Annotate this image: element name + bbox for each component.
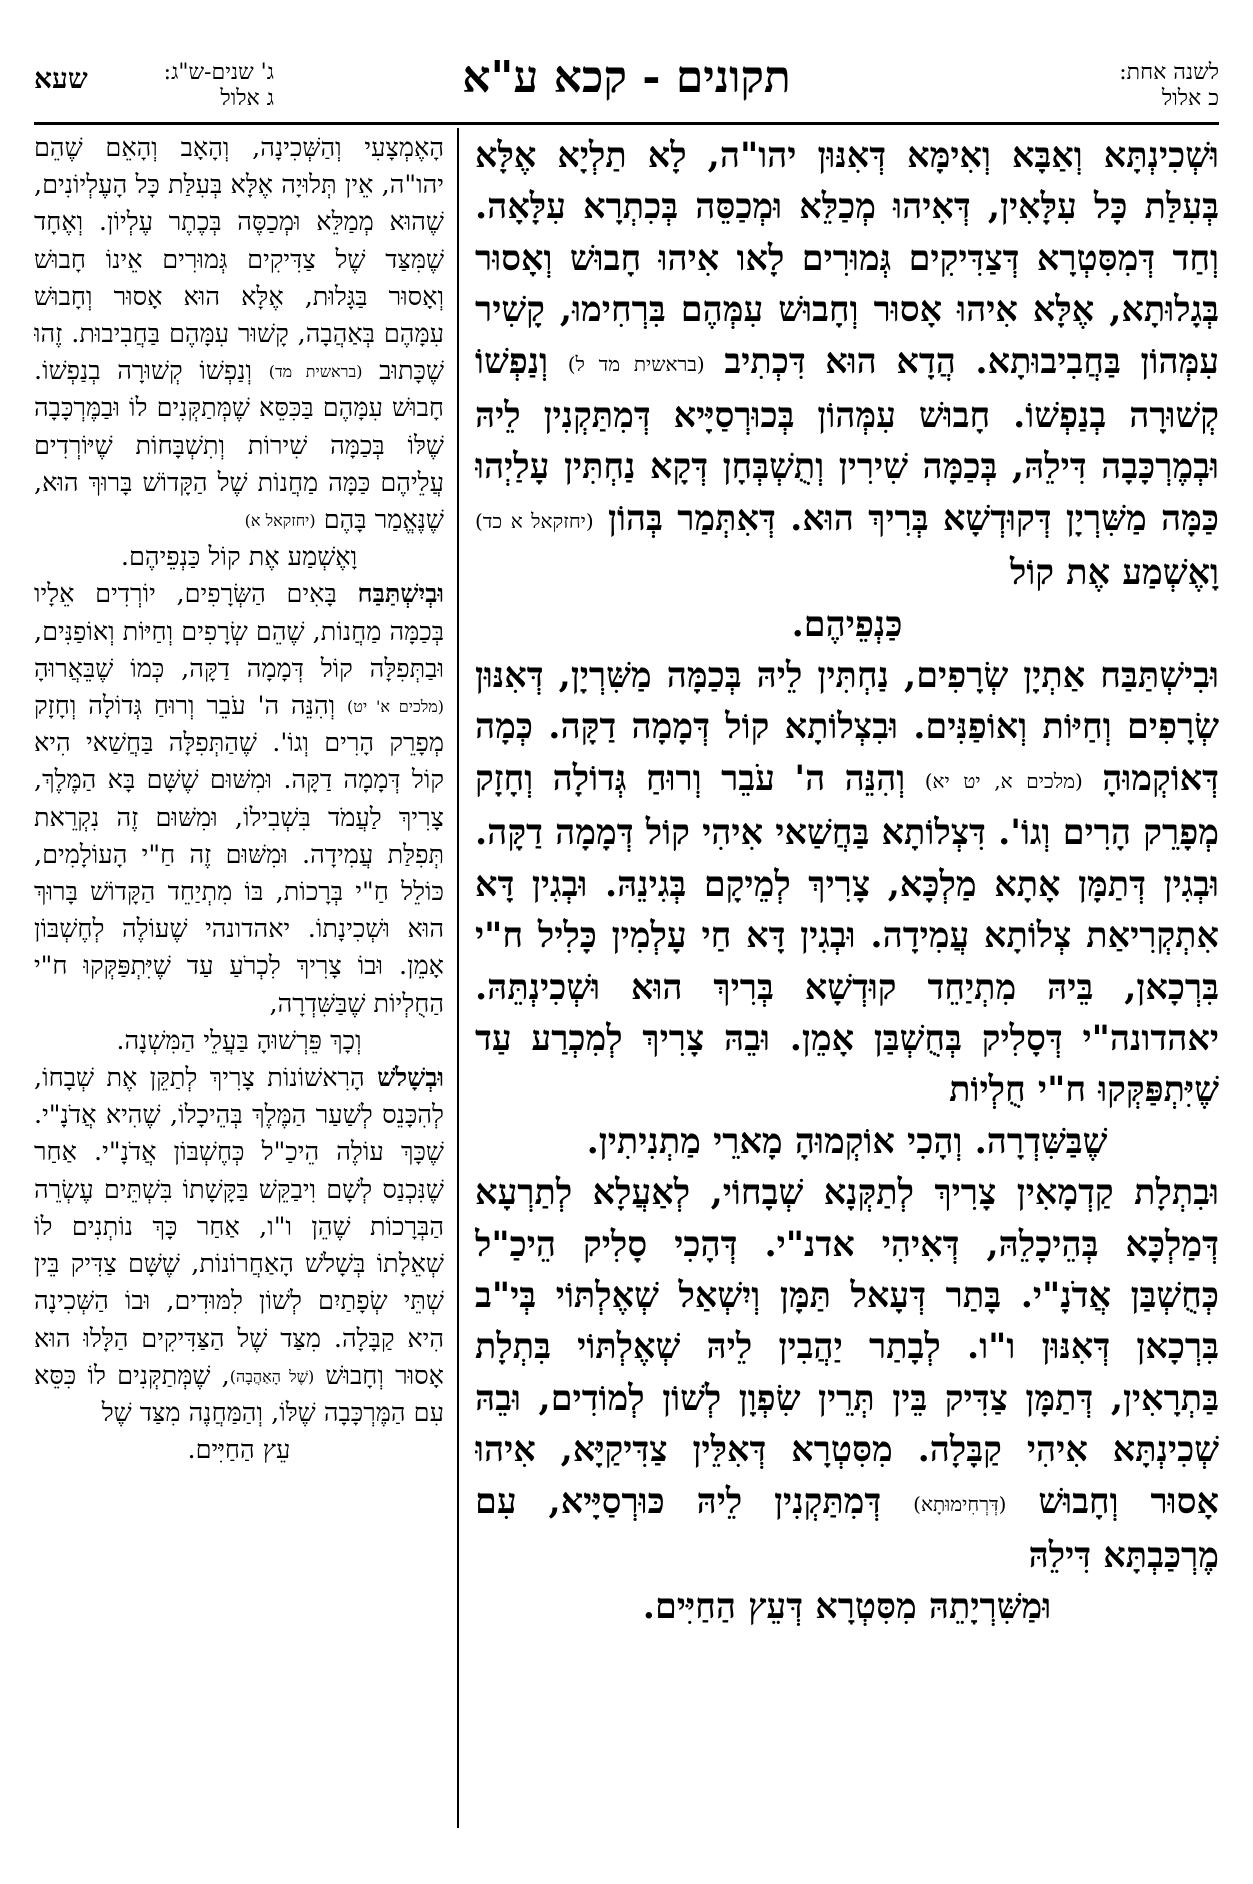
commentary-text: וְנַפְשׁוֹ קְשׁוּרָה בְנַפְשׁוֹ. חָבוּשׁ עִמָּהֶם בַּכִּסֵּא שֶׁמְּתַקְּנִים לוֹ וּבַמֶּרְכָּבָה שֶׁלּוֹ בְּכַמָּה שִׁירוֹת וְתִשְׁבָּחוֹת שֶׁיּוֹרְדִים עֲלֵיהֶם כַּמָּה מַחֲנוֹת שֶׁל הַקָּדוֹשׁ בָּרוּךְ הוּא, שֶׁנֶּאֱמַר בָּהֶם — [34, 356, 444, 536]
column-divider — [457, 128, 459, 1828]
main-text: וְהִנֵּה ה' עֹבֵר וְרוּחַ גְּדוֹלָה וְחָזָק מְפָרֵק הָרִים וְגוֹ'. דִּצְלוֹתָא בַּחֲשַׁאי אִיהִי קוֹל דְּמָמָה דַקָּה. וּבְגִין דְּתַמָּן אָתָא מַלְכָּא, צָרִיךְ לְמֵיקָם בְּגִינֵהּ. וּבְגִין דָּא אִתְקְרִיאַת צְלוֹתָא עֲמִידָה. וּבְגִין דָּא חַי עָלְמִין כָּלִיל ח"י בִּרְכָאן, בֵּיהּ מִתְיַחֵד קוּדְשָׁא בְּרִיךְ הוּא וּשְׁכִינְתֵּהּ. יאהדונה"י דְּסָלִיק בְּחֻשְׁבַּן אָמֵן. וּבֵהּ צָרִיךְ לְמִכְרַע עַד שֶׁיִּתְפַּקְּקוּ ח"י חֻלְיוֹת — [475, 757, 1219, 1111]
commentary-column — [34, 130, 444, 1850]
page-header — [34, 30, 1219, 122]
source-reference: (יחזקאל א כד) — [475, 508, 594, 533]
header-left-line2: ג אלול — [220, 86, 274, 111]
source-reference: (מלכים א, יט יא) — [924, 768, 1083, 793]
commentary-lead-word: וּבְיִשְׁתַּבַּח — [357, 579, 444, 610]
header-left-label — [114, 60, 274, 112]
header-right-line2: כ אלול — [1161, 86, 1219, 111]
commentary-text: וְהִנֵּה ה' עֹבֵר וְרוּחַ גְּדוֹלָה וְחָזָק מְפָרֵק הָרִים וְגוֹ'. שֶׁהַתְּפִלָּה בַּחֲשַׁאי הִיא קוֹל דְּמָמָה דַקָּה. וּמִשּׁוּם שֶׁשָּׁם בָּא הַמֶּלֶךְ, צָרִיךְ לַעֲמֹד בִּשְׁבִילוֹ, וּמִשּׁוּם זֶה נִקְרֵאת תְּפִלַּת עֲמִידָה. וּמִשּׁוּם זֶה חַ"י הָעוֹלָמִים, כּוֹלֵל חַ"י בְּרָכוֹת, בּוֹ מִתְיַחֵד הַקָּדוֹשׁ בָּרוּךְ הוּא וּשְׁכִינָתוֹ. יאהדונהי שֶׁעוֹלֶה לְחֶשְׁבּוֹן אָמֵן. וּבוֹ צָרִיךְ לִכְרֹעַ עַד שֶׁיִּתְפַּקְּקוּ ח"י הַחֻלְיוֹת שֶׁבַּשִּׁדְרָה, — [34, 691, 444, 1019]
main-text-column — [475, 130, 1219, 1850]
commentary-paragraph-1-end: וָאֶשְׁמַע אֶת קוֹל כַּנְפֵיהֶם. — [120, 542, 358, 573]
main-text: דְּמִתַּקְנִין לֵיהּ כּוּרְסַיָּיא, עִם מֶרְכַּבְתָּא דִּילֵהּ — [475, 1480, 1219, 1576]
commentary-text: בָּאִים הַשְּׂרָפִים, יוֹרְדִים אֵלָיו בְּכַמָּה מַחֲנוֹת, שֶׁהֵם שְׂרָפִים וְחַיּוֹת וְאוֹפַנִּים, וּבַתְּפִלָּה קוֹל דְּמָמָה דַקָּה, כְּמוֹ שֶׁבֵּאֲרוּהָ — [34, 579, 444, 684]
commentary-paragraph-3 — [34, 1060, 444, 1432]
source-reference: (יחזקאל א) — [244, 511, 316, 531]
commentary-lead-word: וּבְשָׁלֹשׁ — [377, 1063, 444, 1094]
main-text: וּבִתְלָת קַדְמָאִין צָרִיךְ לְתַקְּנָא שְׁבָחוֹי, לְאַעֲלָא לְתַרְעָא דְּמַלְכָּא בְּהֵיכָלֵהּ, דְּאִיהִי אדנ"י. דְּהָכִי סָלִיק הֵיכַ"ל כְּחֻשְׁבַּן אֲדֹנָ"י. בָּתַר דְּעָאל תַּמָּן וְיִשְׁאַל שְׁאֶלְתּוֹי בְּי"ב בִּרְכָאן דְּאִנּוּן ו"ו. לְבָתַר יַהֲבִין לֵיהּ שְׁאֶלְתּוֹי בִּתְלָת בַּתְרָאִין, דְּתַמָּן צַדִּיק בֵּין תְּרֵין שִׂפְוָן לְשׁוֹן לְמוֹדִים, וּבֵהּ שְׁכִינְתָּא אִיהִי קַבָּלָה. מִסִּטְרָא דְּאִלֵּין צַדִּיקַיָּא, אִיהוּ אָסוּר וְחָבוּשׁ — [475, 1172, 1219, 1522]
main-text: וּשְׁכִינְתָּא וְאַבָּא וְאִימָּא דְּאִנּוּן יהו"ה, לָא תַלְיָא אֶלָּא בְּעִלַּת כָּל עִלָּאִין, דְּאִיהוּ מְכַלֵּא וּמְכַסֵּה בְּכִתְרָא עִלָּאָה. וְחַד דְּמִסִּטְרָא דְּצַדִּיקִים גְּמוּרִים לָאו אִיהוּ חָבוּשׁ וְאָסוּר בְּגָלוּתָא, אֶלָּא אִיהוּ אָסוּר וְחָבוּשׁ עִמְּהֶם בִּרְחִימוּ, קָשִׁיר עִמְּהוֹן בַּחֲבִיבוּתָא. הֲדָא הוּא דִּכְתִיב — [475, 135, 1219, 382]
main-paragraph-1 — [475, 130, 1219, 599]
commentary-paragraph-3-end: עֵץ הַחַיִּים. — [187, 1435, 291, 1466]
header-rule — [34, 122, 1219, 125]
main-paragraph-1-end: כַּנְפֵיהֶם. — [791, 603, 903, 645]
main-text: וּבִישְׁתַּבַּח אַתְיָן שְׂרָפִים, נַחְתִּין לֵיהּ בְּכַמָּה מַשִּׁרְיָן, דְּאִנּוּן שְׂרָפִים וְחַיּוֹת וְאוֹפַנִּים. וּבִצְלוֹתָא קוֹל דְּמָמָה דַקָּה. כְּמָה דְּאוֹקְמוּהָ — [475, 655, 1219, 799]
source-reference: (בראשית מד) — [268, 362, 363, 382]
commentary-paragraph-2 — [34, 576, 444, 1022]
main-paragraph-3 — [475, 1167, 1219, 1581]
main-paragraph-3-end: וּמַשִּׁרְיָתֵהּ מִסִּטְרָא דְּעֵץ הַחַיִּים. — [642, 1586, 1052, 1628]
commentary-text: , שֶׁמְּתַקְּנִים לוֹ כִּסֵּא עִם הַמֶּרְכָּבָה שֶׁלּוֹ, וְהַמַּחֲנֶה מִצַּד שֶׁל — [34, 1360, 444, 1428]
page-title: תקונים - קכא ע"א — [462, 52, 791, 103]
source-reference: (בראשית מד ל) — [567, 351, 705, 376]
main-paragraph-2 — [475, 650, 1219, 1116]
source-reference: (מלכים א' יט) — [347, 697, 444, 717]
commentary-paragraph-1 — [34, 130, 444, 539]
header-right-line1: לשנה אחת: — [1119, 60, 1219, 85]
commentary-text: הָאֶמְצָעִי וְהַשְּׁכִינָה, וְהָאָב וְהָאֵם שֶׁהֵם יהו"ה, אֵין תְּלוּיָה אֶלָּא בְּעִלַּת כָּל הָעֶלְיוֹנִים, שֶׁהוּא מְמַלֵּא וּמְכַסֶּה בְּכֶתֶר עֶלְיוֹן. וְאֶחָד שֶׁמִּצַּד שֶׁל צַדִּיקִים גְּמוּרִים אֵינוֹ חָבוּשׁ וְאָסוּר בַּגָּלוּת, אֶלָּא הוּא אָסוּר וְחָבוּשׁ עִמָּהֶם בְּאַהֲבָה, קָשׁוּר עִמָּהֶם בַּחֲבִיבוּת. זֶהוּ שֶׁכָּתוּב — [34, 133, 444, 387]
main-paragraph-2-end: שֶׁבַּשִּׁדְרָה. וְהָכִי אוֹקְמוּהָ מָארֵי מַתְנִיתִין. — [586, 1120, 1108, 1162]
page-number: שעא — [34, 62, 88, 95]
main-text: וְנַפְשׁוֹ קְשׁוּרָה בְנַפְשׁוֹ. חָבוּשׁ עִמְּהוֹן בְּכוּרְסַיָּיא דְּמִתַּקְנִין לֵיהּ וּבְמֶרְכָּבָה דִּילֵהּ, בְּכַמָּה שִׁירִין וְתֻשְׁבְּחָן דְּקָא נַחְתִּין עָלַיְהוּ כַּמָּה מַשִּׁרְיָן דְּקוּדְשָׁא בְּרִיךְ הוּא. דְּאִתְּמַר בְּהוֹן — [475, 340, 1219, 539]
header-left-line1: ג' שנים-ש"ג: — [163, 60, 274, 85]
main-text: וָאֶשְׁמַע אֶת קוֹל — [1009, 552, 1219, 594]
commentary-paragraph-2-end: וְכָךְ פֵּרְשׁוּהָ בַּעֲלֵי הַמִּשְׁנָה. — [116, 1025, 362, 1056]
source-reference: (דְּרְחִימוּתָא) — [913, 1491, 1007, 1516]
source-reference: (שֶׁל הָאַהֲבָה) — [229, 1366, 315, 1386]
commentary-text: הָרִאשׁוֹנוֹת צָרִיךְ לְתַקֵּן אֶת שְׁבָחוֹ, לְהִכָּנֵס לְשַׁעַר הַמֶּלֶךְ בְּהֵיכָלוֹ, שֶׁהִיא אֲדֹנָ"י. שֶׁכָּךְ עוֹלֶה הֵיכַ"ל כְּחֶשְׁבּוֹן אֲדֹנָ"י. אַחַר שֶׁנִּכְנַס לְשָׁם וִיבַקֵּשׁ בַּקָּשָׁתוֹ בִּשְׁתֵּים עֶשְׂרֵה הַבְּרָכוֹת שֶׁהֵן ו"ו, אַחַר כָּךְ נוֹתְנִים לוֹ שְׁאֵלָתוֹ בְּשָׁלֹשׁ הָאַחֲרוֹנוֹת, שֶׁשָּׁם צַדִּיק בֵּין שְׁתֵּי שְׂפָתַיִם לְשׁוֹן לִמּוּדִים, וּבוֹ הַשְּׁכִינָה הִיא קַבָּלָה. מִצַּד שֶׁל הַצַּדִּיקִים הַלָּלוּ הוּא אָסוּר וְחָבוּשׁ — [34, 1063, 444, 1391]
